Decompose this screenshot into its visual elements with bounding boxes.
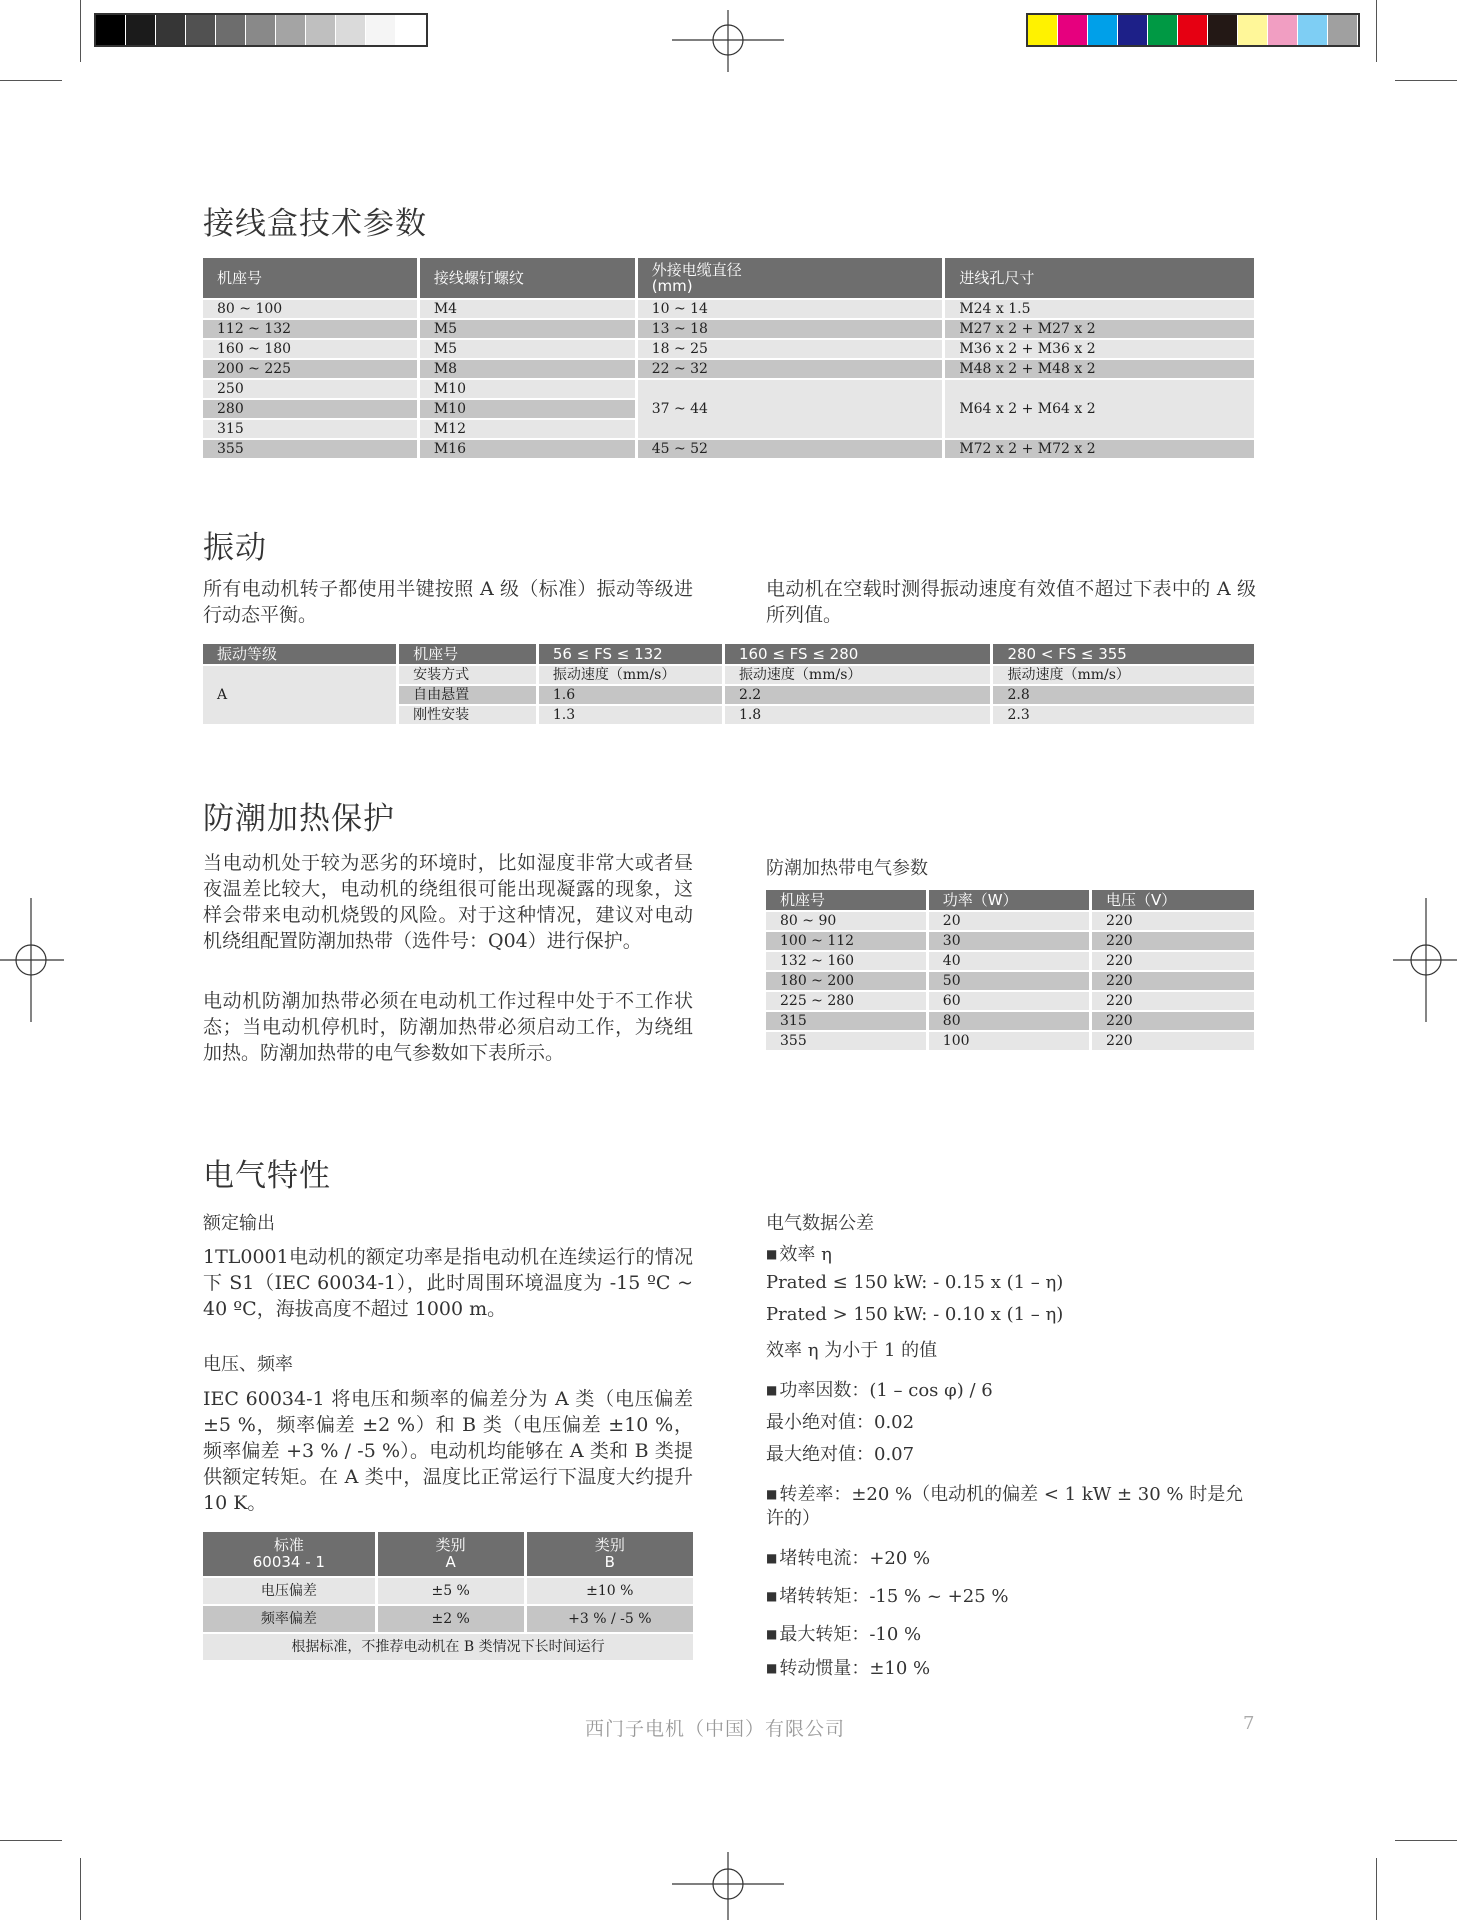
table-row: 280 M10 — [203, 400, 1254, 418]
table-row: 80 ~ 90 20 220 — [766, 912, 1254, 930]
tolerance-heading: 电气数据公差 — [766, 1213, 874, 1234]
bullet-icon: ■ — [766, 1661, 778, 1675]
header-screw-thread: 接线螺钉螺纹 — [420, 258, 635, 298]
tolerance-detail: Prated > 150 kW: - 0.10 x (1 – η) — [766, 1304, 1064, 1325]
standard-deviation-table — [200, 1530, 696, 1662]
table-row: 80 ~ 100 M4 10 ~ 14 M24 x 1.5 — [203, 300, 1254, 318]
vibration-title: 振动 — [203, 530, 267, 566]
table-row: 200 ~ 225 M8 22 ~ 32 M48 x 2 + M48 x 2 — [203, 360, 1254, 378]
header-power: 功率（W） — [929, 890, 1089, 910]
header-frame: 机座号 — [766, 890, 926, 910]
tolerance-item: ■ 转差率：±20 %（电动机的偏差 < 1 kW ± 30 % 时是允 — [766, 1484, 1244, 1505]
bullet-icon: ■ — [766, 1589, 778, 1603]
table-row: 电压偏差 ±5 % ±10 % — [203, 1578, 693, 1604]
table-row: 315 80 220 — [766, 1012, 1254, 1030]
header-class-a: 类别 A — [378, 1532, 524, 1576]
junction-box-table — [200, 256, 1257, 460]
bullet-icon: ■ — [766, 1247, 778, 1261]
table-row: 自由悬置 1.6 2.2 2.8 — [203, 686, 1254, 704]
table-row: 225 ~ 280 60 220 — [766, 992, 1254, 1010]
header-frame: 机座号 — [399, 644, 536, 664]
table-row: 315 M12 — [203, 420, 1254, 438]
footer-company: 西门子电机（中国）有限公司 — [585, 1718, 846, 1740]
table-row: 刚性安装 1.3 1.8 2.3 — [203, 706, 1254, 724]
tolerance-item: ■ 功率因数：(1 – cos φ) / 6 — [766, 1380, 993, 1401]
table-note: 根据标准，不推荐电动机在 B 类情况下长时间运行 — [203, 1634, 693, 1660]
header-entry-size: 进线孔尺寸 — [945, 258, 1254, 298]
heater-paragraph-2: 电动机防潮加热带必须在电动机工作过程中处于不工作状态；当电动机停机时，防潮加热带必须启动工作，为绕组加热。防潮加热带的电气参数如下表所示。 — [203, 990, 693, 1064]
header-standard: 标准 60034 - 1 — [203, 1532, 375, 1576]
registration-mark-right — [1393, 898, 1457, 1022]
tolerance-item: ■ 转动惯量：±10 % — [766, 1658, 931, 1679]
header-class-b: 类别 B — [527, 1532, 693, 1576]
bullet-icon: ■ — [766, 1627, 778, 1641]
table-row: 100 ~ 112 30 220 — [766, 932, 1254, 950]
tolerance-detail: 最大绝对值：0.07 — [766, 1444, 915, 1465]
table-row: A 安装方式 振动速度（mm/s） 振动速度（mm/s） 振动速度（mm/s） — [203, 666, 1254, 684]
vibration-text-right: 电动机在空载时测得振动速度有效值不超过下表中的 A 级所列值。 — [766, 578, 1256, 626]
table-row: 132 ~ 160 40 220 — [766, 952, 1254, 970]
tolerance-detail: 效率 η 为小于 1 的值 — [766, 1340, 938, 1361]
bullet-icon: ■ — [766, 1487, 778, 1501]
vibration-table — [200, 642, 1257, 726]
table-row: 频率偏差 ±2 % +3 % / -5 % — [203, 1606, 693, 1632]
heater-title: 防潮加热保护 — [203, 801, 395, 837]
tolerance-detail: Prated ≤ 150 kW: - 0.15 x (1 – η) — [766, 1272, 1064, 1293]
header-frame: 机座号 — [203, 258, 417, 298]
tolerance-item: ■ 堵转转矩：-15 % ~ +25 % — [766, 1586, 1009, 1607]
header-fs-160-280: 160 ≤ FS ≤ 280 — [725, 644, 991, 664]
registration-mark-left — [0, 898, 64, 1022]
header-fs-280-355: 280 < FS ≤ 355 — [993, 644, 1254, 664]
header-cable-diameter: 外接电缆直径 (mm) — [638, 258, 943, 298]
tolerance-item: ■ 最大转矩：-10 % — [766, 1624, 922, 1645]
table-row: 250 M10 37 ~ 44 M64 x 2 + M64 x 2 — [203, 380, 1254, 398]
color-bar-frame — [1026, 13, 1360, 47]
header-voltage: 电压（V） — [1092, 890, 1254, 910]
heater-paragraph-1: 当电动机处于较为恶劣的环境时，比如湿度非常大或者昼夜温差比较大，电动机的绕组很可能出现凝露的现象，这样会带来电动机烧毁的风险。对于这种情况，建议对电动机绕组配置防潮加热带（选件号：Q04）进行保护。 — [203, 852, 693, 952]
heater-table-title: 防潮加热带电气参数 — [766, 858, 928, 879]
electrical-title: 电气特性 — [203, 1158, 331, 1194]
rated-output-text: 1TL0001电动机的额定功率是指电动机在连续运行的情况下 S1（IEC 60034-1），此时周围环境温度为 -15 ºC ~ 40 ºC，海拔高度不超过 1000 m。 — [203, 1246, 693, 1320]
tolerance-item: ■ 效率 η — [766, 1244, 832, 1265]
bullet-icon: ■ — [766, 1551, 778, 1565]
table-note-row — [203, 1634, 693, 1660]
page-number: 7 — [1243, 1713, 1255, 1734]
tolerance-detail: 许的） — [766, 1508, 820, 1529]
header-fs-56-132: 56 ≤ FS ≤ 132 — [539, 644, 722, 664]
table-row: 160 ~ 180 M5 18 ~ 25 M36 x 2 + M36 x 2 — [203, 340, 1254, 358]
tolerance-detail: 最小绝对值：0.02 — [766, 1412, 915, 1433]
voltage-frequency-text: IEC 60034-1 将电压和频率的偏差分为 A 类（电压偏差 ±5 %，频率偏差 ±2 %）和 B 类（电压偏差 ±10 %，频率偏差 +3 % / -5 %）。电动机均能够在 A 类和 B 类提供额定转矩。在 A 类中，温度比正常运行下温度大约提升 10 K。 — [203, 1388, 693, 1514]
bullet-icon: ■ — [766, 1383, 778, 1397]
registration-mark-top — [672, 10, 784, 72]
rated-output-heading: 额定输出 — [203, 1213, 275, 1234]
junction-box-title: 接线盒技术参数 — [203, 206, 427, 242]
voltage-frequency-heading: 电压、频率 — [203, 1354, 293, 1375]
vibration-text-left: 所有电动机转子都使用半键按照 A 级（标准）振动等级进行动态平衡。 — [203, 578, 693, 626]
table-row: 112 ~ 132 M5 13 ~ 18 M27 x 2 + M27 x 2 — [203, 320, 1254, 338]
tolerance-item: ■ 堵转电流：+20 % — [766, 1548, 931, 1569]
table-row: 180 ~ 200 50 220 — [766, 972, 1254, 990]
header-grade: 振动等级 — [203, 644, 396, 664]
registration-mark-bottom — [672, 1852, 784, 1920]
grade-value: A — [203, 666, 396, 724]
heater-table — [763, 888, 1257, 1052]
table-row: 355 100 220 — [766, 1032, 1254, 1050]
table-row: 355 M16 45 ~ 52 M72 x 2 + M72 x 2 — [203, 440, 1254, 458]
gray-bar-frame — [94, 13, 428, 47]
